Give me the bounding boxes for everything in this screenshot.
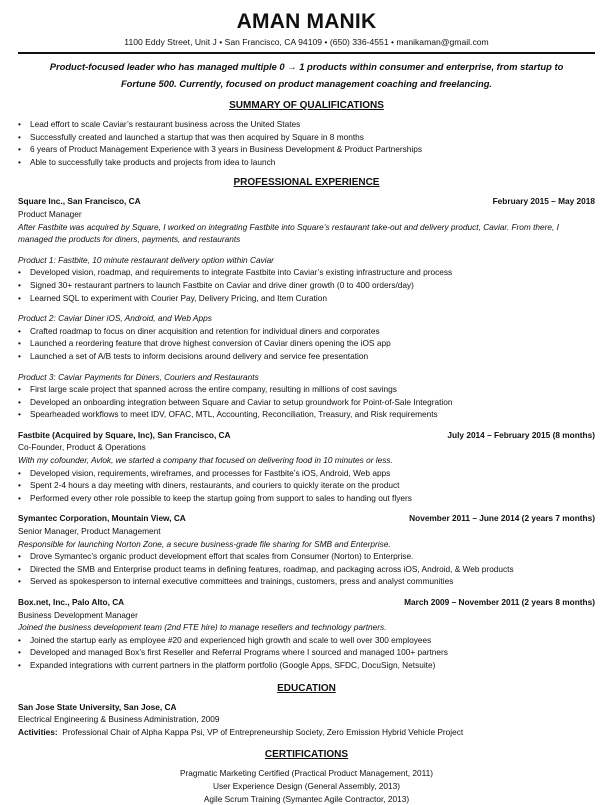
job-entry bbox=[18, 195, 595, 421]
list-item-text: Spearheaded workflows to meet IDV, OFAC, MTL, Accounting, Reconciliation, Treasury, and Risk requirements bbox=[30, 409, 438, 420]
list-item-text: Developed and managed Box’s first Reseller and Referral Programs where I sourced and managed 100+ partners bbox=[30, 647, 448, 658]
list-item-text: Successfully created and launched a startup that was then acquired by Square in 8 months bbox=[30, 131, 364, 142]
activities: Activities: Professional Chair of Alpha Kappa Psi, VP of Entrepreneurship Society, Zero Emission Hybrid Vehicle Project bbox=[18, 726, 464, 737]
bullet-icon: • bbox=[18, 119, 21, 129]
list-item bbox=[18, 492, 595, 505]
job-description: Joined the business development team (2nd FTE hire) to manage resellers and technology partners. bbox=[18, 622, 387, 633]
education-heading bbox=[18, 681, 595, 696]
header-divider bbox=[18, 52, 595, 54]
job-entry bbox=[18, 429, 595, 505]
job-dates: November 2011 – June 2014 (2 years 7 months) bbox=[409, 513, 595, 524]
job-description: After Fastbite was acquired by Square, I worked on integrating Fastbite into Square’s restaurant take-out and delivery product, Caviar. From there, I managed the products for diners, payments, and restaurants bbox=[18, 221, 559, 245]
summary-heading bbox=[18, 98, 595, 113]
job-title: Co-Founder, Product & Operations bbox=[18, 442, 146, 453]
bullet-icon: • bbox=[18, 396, 21, 407]
list-item bbox=[18, 479, 595, 492]
job-title: Business Development Manager bbox=[18, 609, 138, 620]
list-item bbox=[18, 118, 595, 131]
bullet-icon: • bbox=[18, 325, 21, 336]
bullet-icon: • bbox=[18, 659, 21, 670]
list-item bbox=[18, 467, 595, 480]
job-dates: February 2015 – May 2018 bbox=[492, 196, 595, 207]
list-item-text: Able to successfully take products and projects from idea to launch bbox=[30, 156, 276, 167]
product-block bbox=[18, 312, 595, 362]
bullet-icon: • bbox=[18, 576, 21, 587]
bullet-icon: • bbox=[18, 267, 21, 278]
job-entry bbox=[18, 596, 595, 672]
list-item-text: Drove Symantec’s organic product development effort that scales from Consumer (Norton) to Enterprise. bbox=[30, 551, 414, 562]
list-item-text: Spent 2-4 hours a day meeting with diners, restaurants, and couriers to quickly iterate on the product bbox=[30, 480, 400, 491]
list-item-text: Learned SQL to experiment with Courier Pay, Delivery Pricing, and Item Curation bbox=[30, 292, 327, 303]
experience-list bbox=[18, 195, 595, 671]
list-item-text: 6 years of Product Management Experience with 3 years in Business Development & Product Partnerships bbox=[30, 144, 422, 155]
company-name: Fastbite (Acquired by Square, Inc), San Francisco, CA bbox=[18, 429, 231, 440]
bullet-icon: • bbox=[18, 480, 21, 491]
list-item bbox=[18, 396, 595, 409]
list-item bbox=[18, 156, 595, 169]
company-name: Square Inc., San Francisco, CA bbox=[18, 196, 141, 207]
list-item-text: Crafted roadmap to focus on diner acquisition and retention for individual diners and corporates bbox=[30, 325, 380, 336]
list-item bbox=[18, 550, 595, 563]
tagline bbox=[18, 59, 595, 92]
list-item bbox=[18, 659, 595, 672]
job-dates: July 2014 – February 2015 (8 months) bbox=[447, 429, 595, 440]
company-name: Symantec Corporation, Mountain View, CA bbox=[18, 513, 186, 524]
product-block bbox=[18, 254, 595, 304]
job-entry bbox=[18, 512, 595, 588]
list-item-text: Expanded integrations with current partners in the platform portfolio (Google Apps, SFDC, DocuSign, Netsuite) bbox=[30, 659, 436, 670]
list-item-text: First large scale project that spanned across the entire company, resulting in millions of cost savings bbox=[30, 384, 397, 395]
bullet-icon: • bbox=[18, 292, 21, 303]
product-name: Product 2: Caviar Diner iOS, Android, and Web Apps bbox=[18, 313, 212, 324]
bullet-icon: • bbox=[18, 467, 21, 478]
school-name: San Jose State University, San Jose, CA bbox=[18, 701, 177, 712]
job-header bbox=[18, 512, 595, 525]
certification-item: Pragmatic Marketing Certified (Practical Product Management, 2011) bbox=[179, 768, 433, 779]
list-item-text: Developed vision, roadmap, and requirements to integrate Fastbite into Caviar’s existing infrastructure and process bbox=[30, 267, 453, 278]
education-entry bbox=[18, 701, 595, 739]
list-item bbox=[18, 563, 595, 576]
list-item bbox=[18, 337, 595, 350]
bullet-icon: • bbox=[18, 350, 21, 361]
bullet-icon: • bbox=[18, 144, 21, 155]
bullet-icon: • bbox=[18, 131, 21, 142]
list-item-text: Signed 30+ restaurant partners to launch Fastbite on Caviar and drive diner growth (0 to 400 orders/day) bbox=[30, 279, 414, 290]
job-bullets bbox=[18, 467, 595, 505]
list-item bbox=[18, 143, 595, 156]
bullet-icon: • bbox=[18, 551, 21, 562]
job-header bbox=[18, 596, 595, 609]
experience-heading-text: PROFESSIONAL EXPERIENCE bbox=[233, 177, 380, 189]
bullet-icon: • bbox=[18, 563, 21, 574]
job-bullets bbox=[18, 550, 595, 588]
product-name: Product 3: Caviar Payments for Diners, Couriers and Restaurants bbox=[18, 371, 259, 382]
list-item bbox=[18, 350, 595, 363]
product-bullets bbox=[18, 383, 595, 421]
list-item-text: Launched a set of A/B tests to inform decisions around delivery and service fee presentation bbox=[30, 350, 369, 361]
list-item-text: Served as spokesperson to internal executive committees and trainings, customers, press and analyst communities bbox=[30, 576, 454, 587]
job-title: Senior Manager, Product Management bbox=[18, 526, 161, 537]
job-description: Responsible for launching Norton Zone, a secure business-grade file sharing for SMB and Enterprise. bbox=[18, 538, 391, 549]
list-item bbox=[18, 131, 595, 144]
company-name: Box.net, Inc., Palo Alto, CA bbox=[18, 597, 125, 607]
list-item bbox=[18, 325, 595, 338]
job-title: Product Manager bbox=[18, 208, 82, 219]
bullet-icon: • bbox=[18, 338, 21, 349]
list-item bbox=[18, 408, 595, 421]
list-item-text: Performed every other role possible to keep the startup going from support to sales to handing out flyers bbox=[30, 492, 412, 503]
list-item bbox=[18, 646, 595, 659]
list-item-text: Directed the SMB and Enterprise product teams in defining features, roadmap, and packaging across iOS, Android, & Web products bbox=[30, 563, 514, 574]
activities-text: Professional Chair of Alpha Kappa Psi, VP of Entrepreneurship Society, Zero Emission Hybrid Vehicle Project bbox=[62, 726, 464, 737]
bullet-icon: • bbox=[18, 634, 21, 645]
tagline-line: Product-focused leader who has managed multiple 0 → 1 products within consumer and enterprise, from startup to bbox=[49, 61, 564, 72]
job-header bbox=[18, 195, 595, 208]
list-item-text: Launched a reordering feature that drove highest conversion of Caviar diners opening the iOS app bbox=[30, 338, 391, 349]
contact-line: 1100 Eddy Street, Unit J • San Francisco, CA 94109 • (650) 336-4551 • manikaman@gmail.com bbox=[124, 37, 489, 47]
list-item bbox=[18, 383, 595, 396]
list-item bbox=[18, 279, 595, 292]
tagline-line: Fortune 500. Currently, focused on product management coaching and freelancing. bbox=[120, 77, 493, 89]
bullet-icon: • bbox=[18, 647, 21, 658]
list-item-text: Developed an onboarding integration between Square and Caviar to setup groundwork for Point-of-Sale Integration bbox=[30, 396, 453, 407]
list-item bbox=[18, 266, 595, 279]
product-name: Product 1: Fastbite, 10 minute restaurant delivery option within Caviar bbox=[18, 254, 274, 265]
summary-list bbox=[18, 118, 595, 168]
certification-item: User Experience Design (General Assembly, 2013) bbox=[212, 780, 401, 791]
job-bullets bbox=[18, 634, 595, 672]
certifications-heading-text: CERTIFICATIONS bbox=[264, 749, 349, 761]
product-block bbox=[18, 371, 595, 421]
experience-heading bbox=[18, 175, 595, 190]
list-item-text: Joined the startup early as employee #20 and experienced high growth and scale to well over 300 employees bbox=[30, 634, 432, 645]
candidate-name: AMAN MANIK bbox=[236, 10, 377, 33]
list-item bbox=[18, 575, 595, 588]
bullet-icon: • bbox=[18, 409, 21, 420]
product-bullets bbox=[18, 266, 595, 304]
list-item bbox=[18, 292, 595, 305]
list-item-text: Developed vision, requirements, wireframes, and processes for Fastbite’s iOS, Android, Web apps bbox=[30, 467, 391, 478]
product-bullets bbox=[18, 325, 595, 363]
bullet-icon: • bbox=[18, 279, 21, 290]
bullet-icon: • bbox=[18, 384, 21, 395]
bullet-icon: • bbox=[18, 492, 21, 503]
list-item bbox=[18, 634, 595, 647]
certification-item: Agile Scrum Training (Symantec Agile Contractor, 2013) bbox=[203, 793, 410, 804]
job-dates: March 2009 – November 2011 (2 years 8 months) bbox=[404, 597, 595, 607]
list-item-text: Lead effort to scale Caviar’s restaurant business across the United States bbox=[30, 119, 301, 129]
degree: Electrical Engineering & Business Administration, 2009 bbox=[18, 714, 220, 725]
job-header bbox=[18, 429, 595, 442]
summary-heading-text: SUMMARY OF QUALIFICATIONS bbox=[229, 100, 384, 111]
certifications-heading bbox=[18, 747, 595, 762]
education-heading-text: EDUCATION bbox=[277, 682, 336, 694]
certifications-list bbox=[18, 767, 595, 805]
bullet-icon: • bbox=[18, 156, 21, 167]
activities-label: Activities bbox=[18, 726, 55, 737]
job-description: With my cofounder, Avlok, we started a company that focused on delivering food in 10 minutes or less. bbox=[18, 455, 393, 466]
